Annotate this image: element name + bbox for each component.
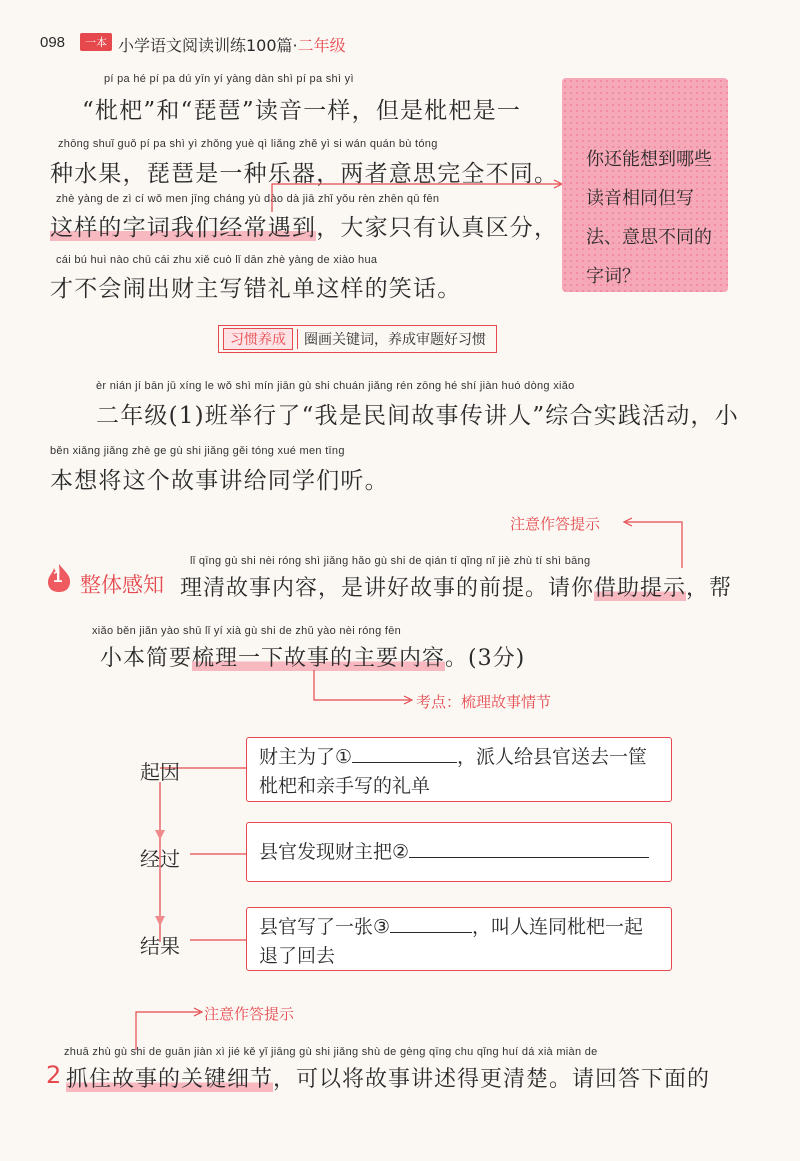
q1-keyword-hint: 借助提示 — [594, 576, 687, 601]
kaodian-arrow — [310, 668, 420, 708]
flow-box-result — [246, 907, 672, 971]
cause-text-c: 枇杷和亲手写的礼单 — [259, 776, 431, 797]
hint-top-arrow — [620, 512, 690, 572]
passage-line-3-rest: ，大家只有认真区分， — [316, 215, 559, 241]
q1-label: 整体感知 — [80, 573, 164, 597]
habit-tag — [218, 325, 497, 353]
keyword-highlight: 这样的字词我们经常遇到 — [50, 215, 317, 241]
kaodian-label: 考点：梳理故事情节 — [416, 693, 552, 711]
page-number: 098 — [40, 34, 66, 51]
q2-keyword: 抓住故事的关键细节 — [66, 1067, 274, 1092]
intro-line-1: 二年级(1)班举行了“我是民间故事传讲人”综合实践活动，小 — [96, 403, 739, 429]
brand-badge: 一本 — [80, 33, 112, 51]
answer-blank-2[interactable] — [409, 837, 649, 858]
process-text-a: 县官发现财主把② — [259, 842, 410, 863]
passage-line-4: 才不会闹出财主写错礼单这样的笑话。 — [50, 276, 462, 302]
note-connector-arrow — [270, 176, 570, 216]
flow-box-cause — [246, 737, 672, 802]
q1-line-1-a: 理清故事内容，是讲好故事的前提。请你 — [180, 576, 595, 601]
answer-hint-bottom: 注意作答提示 — [204, 1005, 295, 1023]
side-note-text: 你还能想到哪些读音相同但写法、意思不同的字词？ — [586, 149, 712, 287]
flow-label-process: 经过 — [140, 849, 180, 871]
q2-line-rest: ，可以将故事讲述得更清楚。请回答下面的 — [273, 1067, 711, 1092]
book-title-text: 小学语文阅读训练100篇· — [118, 36, 298, 55]
intro-line-2: 本想将这个故事讲给同学们听。 — [50, 468, 389, 494]
q1-line-1 — [180, 571, 732, 602]
book-title — [118, 33, 346, 56]
flow-label-result: 结果 — [140, 936, 180, 958]
cause-text-b: ，派人给县官送去一筐 — [457, 747, 648, 768]
q1-pinyin-2: xiǎo běn jiǎn yào shū lǐ yí xià gù shi de zhǔ yào nèi róng fēn — [92, 625, 402, 637]
result-text-c: 退了回去 — [259, 946, 336, 967]
passage-line-2: 种水果，琵琶是一种乐器，两者意思完全不同。 — [50, 161, 559, 187]
intro-pinyin-2: běn xiǎng jiǎng zhè ge gù shi jiǎng gěi tóng xué men tīng — [50, 445, 345, 457]
pinyin-line-3: zhè yàng de zì cí wǒ men jīng cháng yù dào dà jiā zhǐ yǒu rèn zhēn qū fēn — [56, 193, 440, 205]
passage-line-1: “枇杷”和“琵琶”读音一样，但是枇杷是一 — [82, 98, 522, 124]
q2-pinyin: zhuā zhù gù shi de guān jiàn xì jié kě yǐ jiāng gù shi jiǎng shù de gèng qīng chu qǐng huí dá xià miàn de — [64, 1046, 598, 1058]
q1-pinyin-1: lǐ qīng gù shi nèi róng shì jiǎng hǎo gù shi de qián tí qǐng nǐ jiè zhù tí shì bāng — [190, 555, 591, 567]
pinyin-line-4: cái bú huì nào chū cái zhu xiě cuò lǐ dān zhè yàng de xiào hua — [56, 254, 378, 266]
q1-number: 1 — [53, 567, 63, 586]
grade-label: 二年级 — [297, 36, 346, 55]
pinyin-line-1: pí pa hé pí pa dú yīn yí yàng dàn shì pí pa shì yì — [104, 73, 354, 85]
result-text-b: ，叫人连同枇杷一起 — [472, 917, 644, 938]
flow-box-process — [246, 822, 672, 882]
result-text-a: 县官写了一张③ — [259, 917, 391, 938]
answer-blank-1[interactable] — [352, 742, 457, 763]
q1-line-2-a: 小本简要 — [100, 646, 193, 671]
habit-tag-text: 圈画关键词，养成审题好习惯 — [297, 329, 492, 349]
q1-line-1-b: ，帮 — [686, 576, 733, 601]
pinyin-line-2: zhōng shuǐ guǒ pí pa shì yì zhǒng yuè qì liǎng zhě yì si wán quán bù tóng — [58, 138, 438, 150]
cause-text-a: 财主为了① — [259, 747, 353, 768]
q2-line — [66, 1062, 710, 1093]
q1-keyword-main: 梳理一下故事的主要内容 — [192, 646, 446, 671]
answer-blank-3[interactable] — [390, 912, 472, 933]
intro-pinyin-1: èr nián jí bān jǔ xíng le wǒ shì mín jiān gù shi chuán jiǎng rén zōng hé shí jiàn huó dòng xiǎo — [96, 380, 575, 392]
flow-label-cause: 起因 — [140, 762, 180, 784]
q2-number: 2 — [46, 1061, 62, 1089]
habit-tag-label: 习惯养成 — [223, 328, 293, 350]
q1-line-2-b: 。(3分) — [445, 646, 526, 671]
answer-hint-top: 注意作答提示 — [510, 515, 601, 533]
